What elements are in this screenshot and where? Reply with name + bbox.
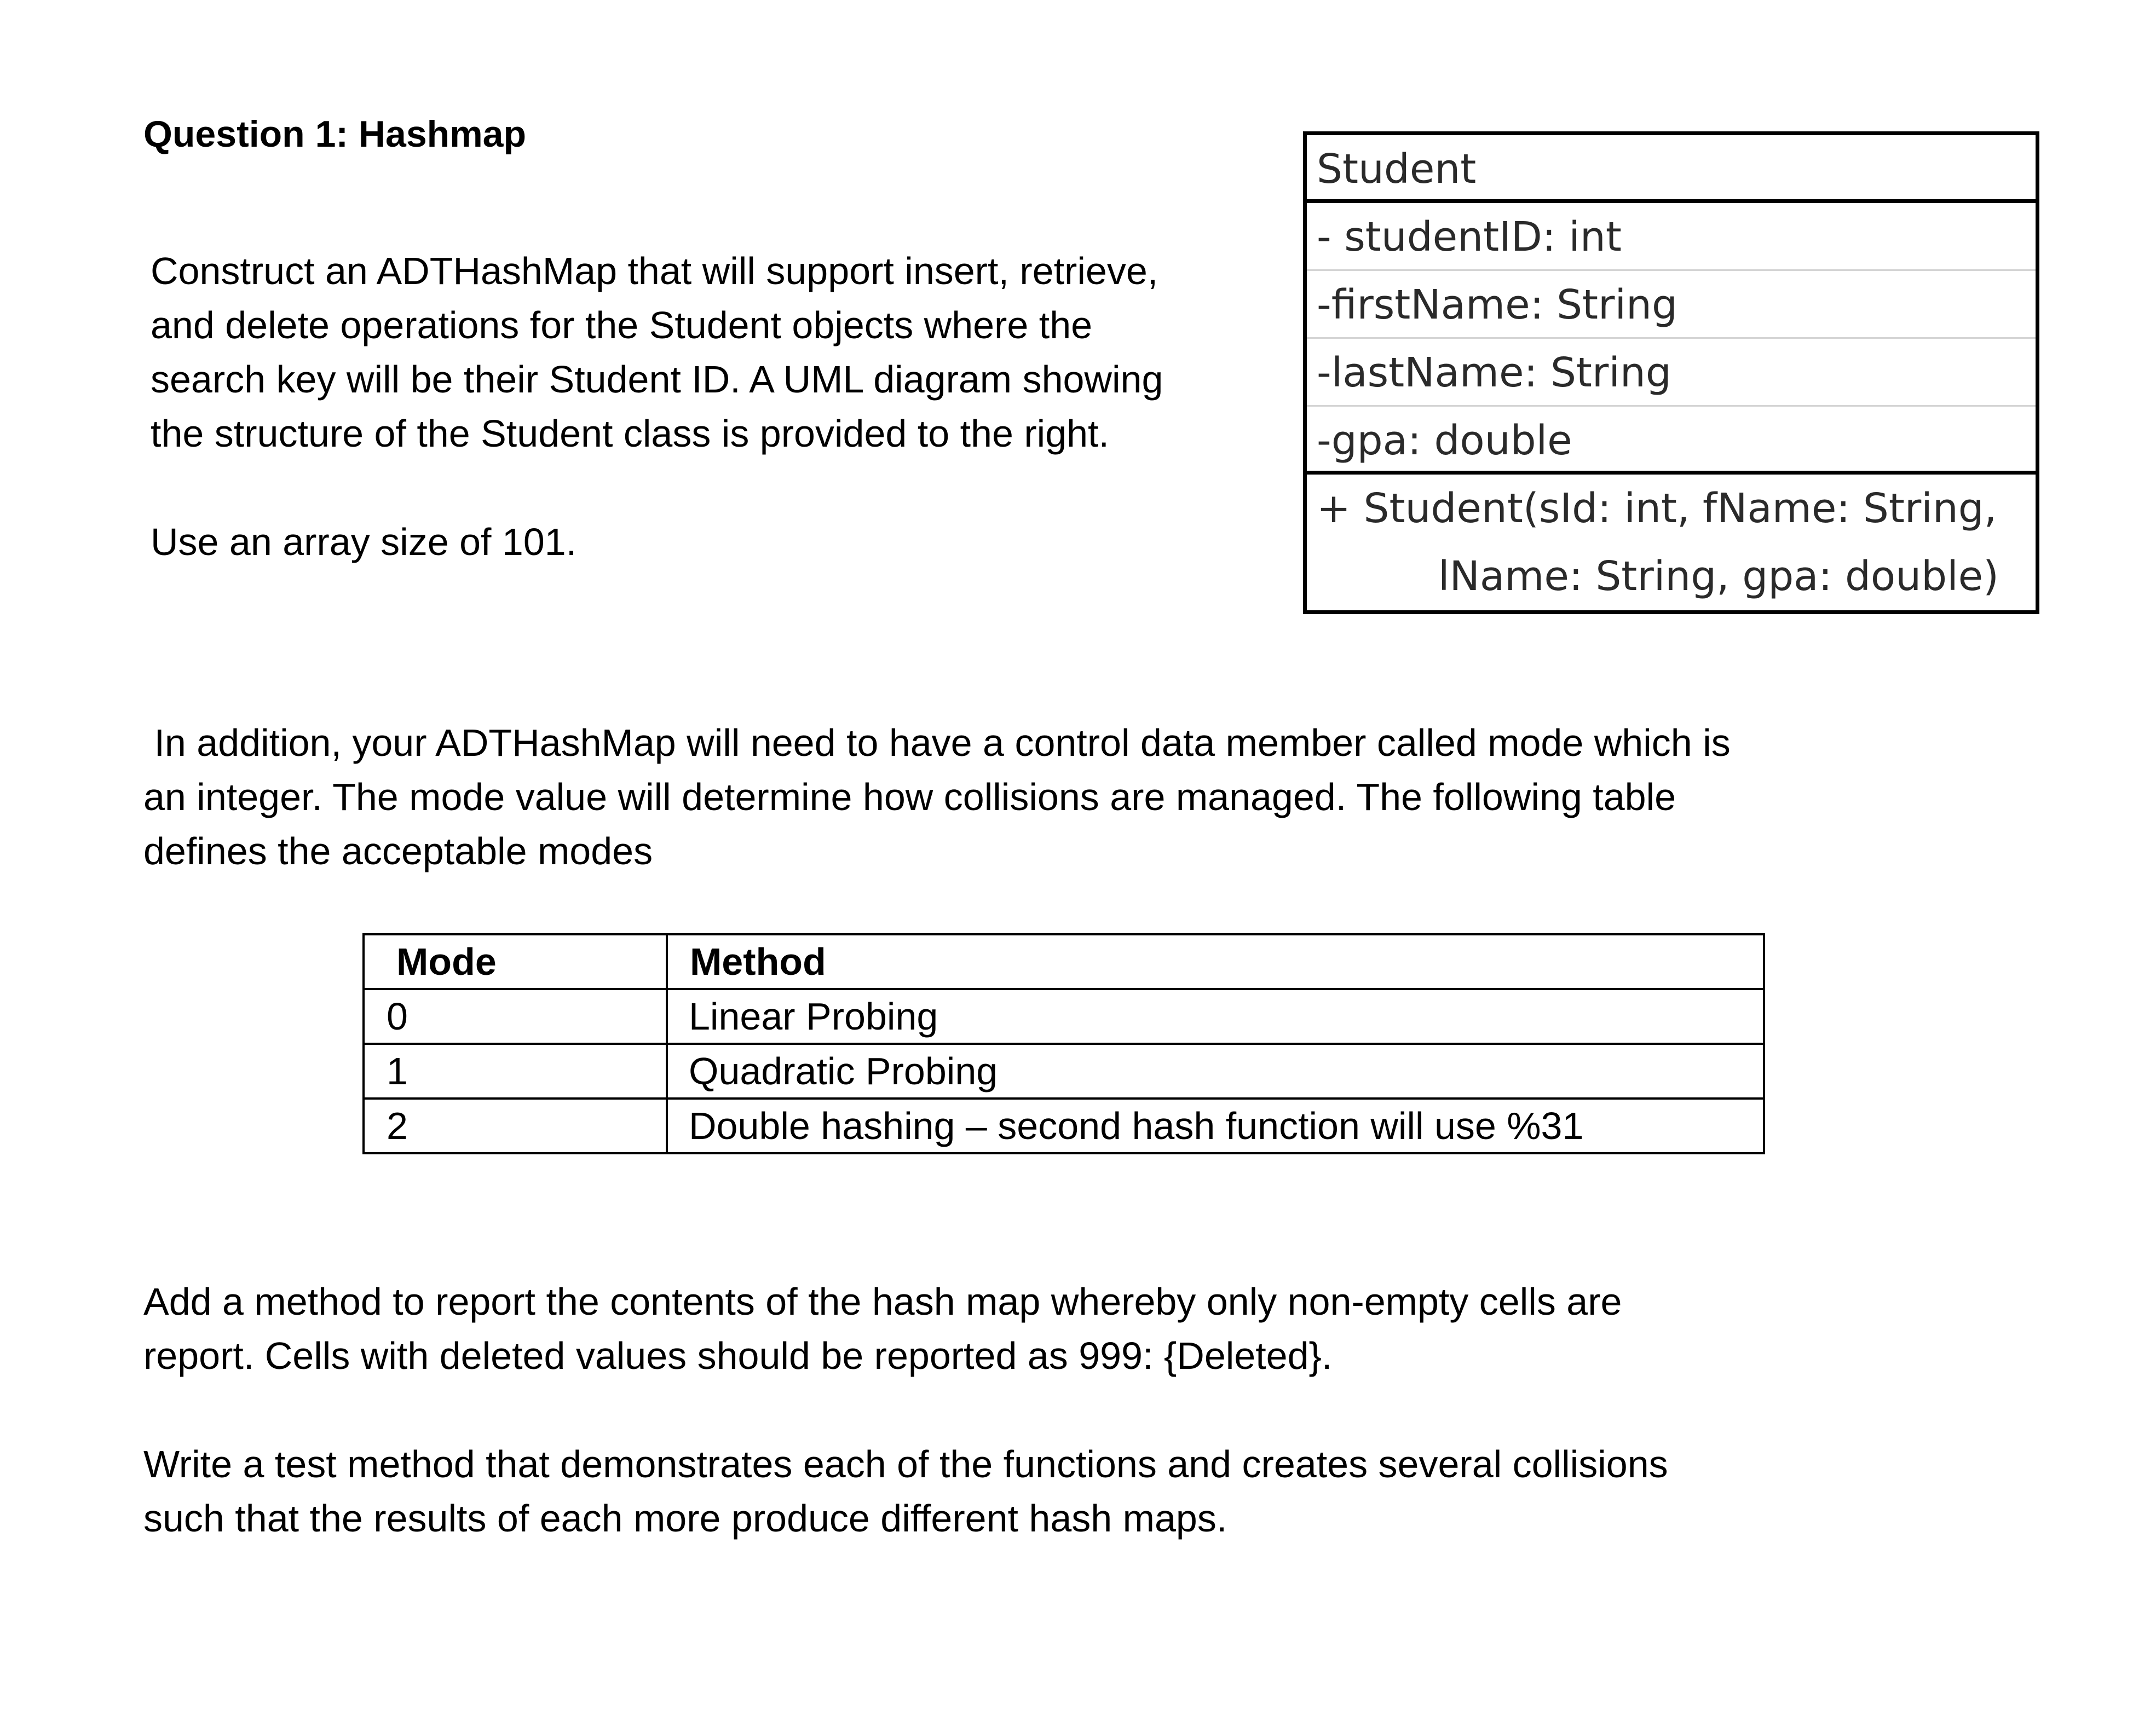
report-line: Add a method to report the contents of the hash map whereby only non-empty cells are: [143, 1280, 1622, 1323]
test-line: such that the results of each more produce different hash maps.: [143, 1497, 1227, 1540]
method-cell: Linear Probing: [667, 989, 1764, 1044]
question-title: Question 1: Hashmap: [143, 113, 527, 155]
intro-line: search key will be their Student ID. A UML diagram showing: [151, 358, 1163, 401]
uml-class-name: Student: [1307, 135, 2036, 203]
uml-attribute: - studentID: int: [1307, 203, 2036, 271]
test-line: Write a test method that demonstrates each of the functions and creates several collisions: [143, 1443, 1668, 1485]
mode-column-header: Mode: [364, 934, 667, 989]
uml-class-diagram: [1303, 131, 2039, 614]
method-cell: Double hashing – second hash function will use %31: [667, 1099, 1764, 1153]
mode-intro-line: defines the acceptable modes: [143, 830, 653, 872]
mode-intro-line: In addition, your ADTHashMap will need to have a control data member called mode which is: [143, 721, 1731, 764]
mode-cell: 2: [364, 1099, 667, 1153]
mode-cell: 1: [364, 1044, 667, 1099]
table-row: [364, 1099, 1764, 1153]
report-line: report. Cells with deleted values should be reported as 999: {Deleted}.: [143, 1334, 1333, 1377]
modes-table: [362, 933, 1765, 1154]
mode-cell: 0: [364, 989, 667, 1044]
uml-constructor-line2: lName: String, gpa: double): [1438, 553, 1999, 600]
table-header-row: [364, 934, 1764, 989]
uml-attribute: -firstName: String: [1307, 271, 2036, 339]
mode-intro-paragraph: [143, 716, 1731, 878]
intro-line: the structure of the Student class is provided to the right.: [151, 412, 1109, 455]
table-row: [364, 989, 1764, 1044]
intro-paragraph: [151, 244, 1163, 461]
table-row: [364, 1044, 1764, 1099]
uml-attribute: -gpa: double: [1307, 407, 2036, 475]
uml-attribute: -lastName: String: [1307, 339, 2036, 407]
intro-line: and delete operations for the Student objects where the: [151, 304, 1093, 346]
mode-intro-line: an integer. The mode value will determine how collisions are managed. The following table: [143, 776, 1676, 818]
intro-line: Construct an ADTHashMap that will support insert, retrieve,: [151, 250, 1158, 292]
uml-constructor-line1: + Student(sId: int, fName: String,: [1317, 485, 1997, 532]
report-paragraph: [143, 1275, 1622, 1383]
method-cell: Quadratic Probing: [667, 1044, 1764, 1099]
array-size-text: Use an array size of 101.: [151, 521, 577, 563]
method-column-header: Method: [667, 934, 1764, 989]
test-paragraph: [143, 1437, 1668, 1546]
